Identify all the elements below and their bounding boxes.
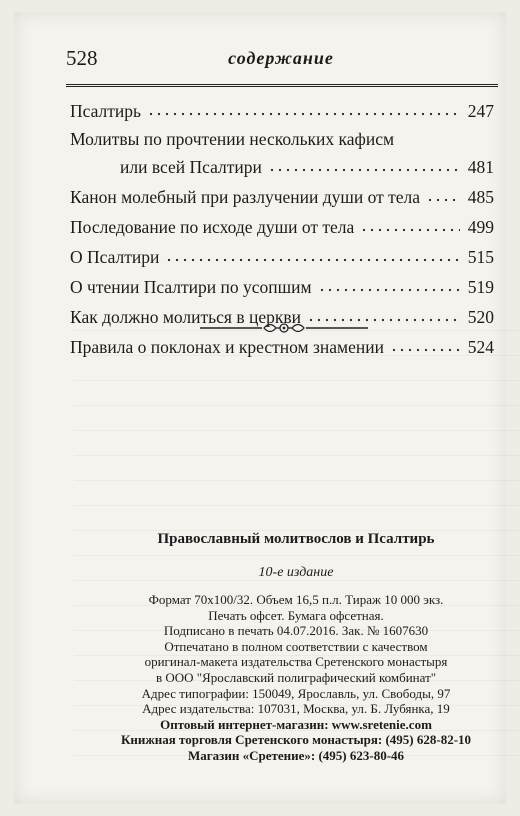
leader-dots <box>390 348 460 352</box>
imprint-line: Подписано в печать 04.07.2016. Зак. № 1607630 <box>163 623 429 639</box>
toc-entry-page: 520 <box>467 307 494 327</box>
leader-dots <box>147 112 460 116</box>
running-title: содержание <box>228 48 334 68</box>
imprint-line: Книжная торговля Сретенского монастыря: (495) 628-82-10 <box>120 732 472 748</box>
imprint-line: Оптовый интернет-магазин: www.sretenie.com <box>160 716 432 732</box>
toc-entry-title: Правила о поклонах и крестном знамении <box>70 337 384 357</box>
ornament-divider <box>200 320 368 336</box>
toc-entry-page: 481 <box>467 157 494 177</box>
edition: 10-е издание <box>258 565 334 580</box>
toc-entry-page: 247 <box>467 101 494 121</box>
imprint-details <box>96 592 496 764</box>
toc-entry-title: Последование по исходе души от тела <box>70 217 355 237</box>
toc-entry <box>70 126 494 152</box>
book-title: Православный молитвослов и Псалтирь <box>157 531 435 547</box>
toc-entry <box>70 182 494 212</box>
toc-entry-page: 499 <box>467 217 494 237</box>
imprint-line: Формат 70х100/32. Объем 16,5 п.л. Тираж 10 000 экз. <box>148 592 444 607</box>
toc-entry <box>70 272 494 302</box>
imprint-line: Печать офсет. Бумага офсетная. <box>208 607 384 623</box>
leader-dots <box>268 168 460 172</box>
toc-entry <box>70 242 494 272</box>
page-header <box>66 46 496 74</box>
toc-entry-title: О Псалтири <box>70 247 160 267</box>
imprint-line: Магазин «Сретение»: (495) 623-80-46 <box>187 747 405 763</box>
imprint-line: Адрес типографии: 150049, Ярославль, ул. Свободы, 97 <box>141 685 451 701</box>
toc-entry <box>70 332 494 362</box>
toc-entry <box>70 152 494 182</box>
leader-dots <box>165 258 460 262</box>
toc-entry-page: 519 <box>467 277 494 297</box>
toc-entry-title: или всей Псалтири <box>120 157 262 177</box>
toc-entry-title: Канон молебный при разлучении души от тела <box>70 187 421 207</box>
leader-dots <box>318 288 460 292</box>
imprint-line: в ООО "Ярославский полиграфический комбинат" <box>155 669 437 685</box>
header-rule <box>66 84 498 87</box>
toc-entry-title: Молитвы по прочтении нескольких кафисм <box>70 129 395 149</box>
toc-entry <box>70 212 494 242</box>
imprint-line: Адрес издательства: 107031, Москва, ул. Б. Лубянка, 19 <box>142 701 450 717</box>
leader-dots <box>426 198 460 202</box>
imprint-line: оригинал-макета издательства Сретенского монастыря <box>144 654 448 670</box>
toc-entry-title: О чтении Псалтири по усопшим <box>70 277 312 297</box>
leader-dots <box>360 228 460 232</box>
toc-entry-page: 485 <box>467 187 494 207</box>
toc-entry <box>70 96 494 126</box>
page-number: 528 <box>66 46 98 70</box>
toc-entry-page: 515 <box>467 247 494 267</box>
toc-entry-title: Как должно молиться в церкви <box>70 307 301 327</box>
imprint-block <box>96 530 496 764</box>
toc-entry-page: 524 <box>467 337 494 357</box>
toc-entry-title: Псалтирь <box>70 101 142 121</box>
imprint-line: Отпечатано в полном соответствии с качеством <box>164 638 428 654</box>
